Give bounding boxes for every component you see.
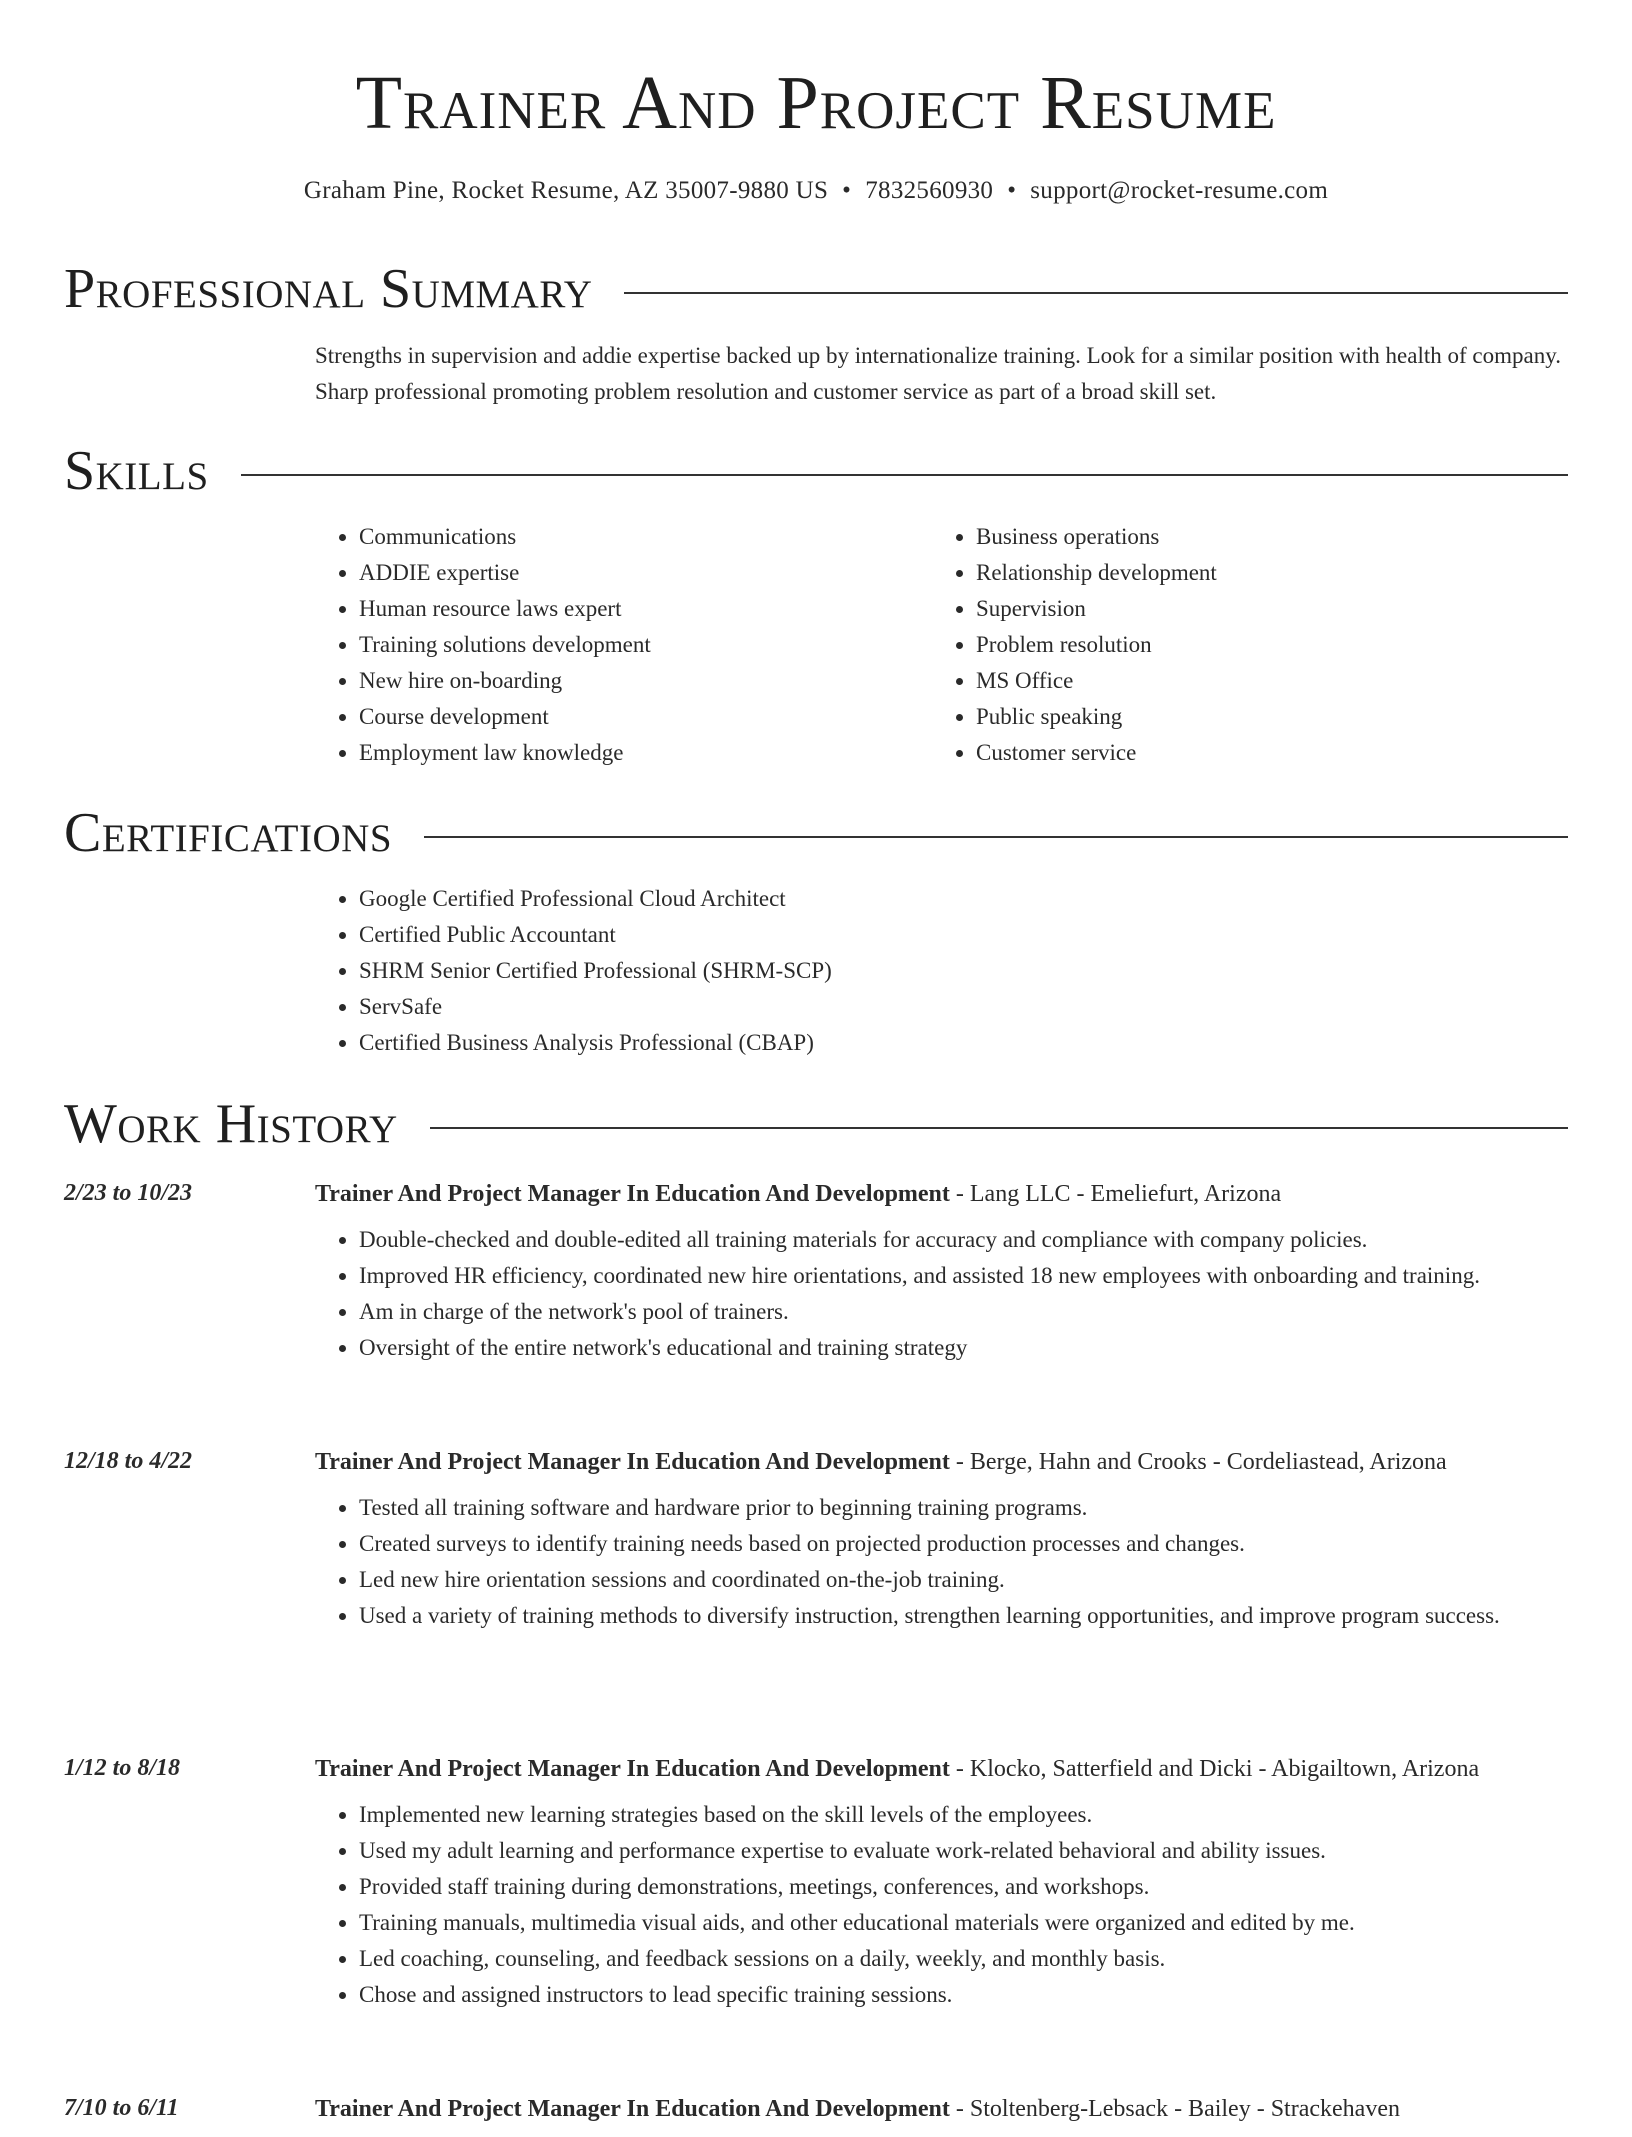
job-content: [315, 2090, 1568, 2137]
job-dates: 1/12 to 8/18: [64, 1755, 181, 1781]
certifications-list: [315, 881, 1359, 1061]
job-title: Trainer And Project Manager In Education And Development: [315, 2096, 950, 2122]
summary-text: Strengths in supervision and addie expertise backed up by internationalize training. Look for a similar position with health of company. Sharp professional promoting problem resolution and customer service as part of a broad skill set.: [315, 343, 1561, 404]
section-divider: [624, 292, 1568, 294]
job-dates: 2/23 to 10/23: [64, 1180, 193, 1206]
certifications-section-header: [64, 801, 1568, 865]
skill-item: • New hire on-boarding: [359, 663, 919, 699]
job-bullet: • Implemented new learning strategies based on the skill levels of the employees.: [359, 1797, 1568, 1833]
work-history-section-title: Work History: [64, 1093, 398, 1155]
job-bullet: • Used my adult learning and performance expertise to evaluate work-related behavioral and ability issues.: [359, 1833, 1568, 1869]
job-employer: - Lang LLC - Emeliefurt, Arizona: [949, 1181, 1282, 1207]
contact-line: [0, 174, 1632, 208]
section-divider: [241, 474, 1568, 476]
job-title: Trainer And Project Manager In Education And Development: [315, 1756, 950, 1782]
job-employer: - Klocko, Satterfield and Dicki - Abigailtown, Arizona: [949, 1756, 1480, 1782]
skill-item: • Business operations: [976, 519, 1536, 555]
skill-item: • Problem resolution: [976, 627, 1536, 663]
job-bullet: • Provided staff training during demonstrations, meetings, conferences, and workshops.: [359, 1869, 1568, 1905]
contact-address: Graham Pine, Rocket Resume, AZ 35007-9880 US: [303, 177, 829, 204]
skill-item: • Supervision: [976, 591, 1536, 627]
job-dates: 12/18 to 4/22: [64, 1448, 193, 1474]
job-bullet: • Double-checked and double-edited all training materials for accuracy and compliance with company policies.: [359, 1222, 1568, 1258]
skill-item: • MS Office: [976, 663, 1536, 699]
job-employer: - Berge, Hahn and Crooks - Cordeliastead, Arizona: [949, 1449, 1447, 1475]
contact-phone: 7832560930: [865, 177, 994, 204]
job-bullet: • Oversight of the entire network's educational and training strategy: [359, 1330, 1568, 1366]
job-bullet: • Improved HR efficiency, coordinated new hire orientations, and assisted 18 new employees with onboarding and training.: [359, 1258, 1568, 1294]
job-bullets: [315, 1222, 1568, 1366]
skill-item: • Communications: [359, 519, 919, 555]
skill-item: • Course development: [359, 699, 919, 735]
skills-list-right: [932, 519, 1536, 771]
job-content: [315, 1175, 1568, 1366]
job-bullets: [315, 1490, 1568, 1634]
job-title: Trainer And Project Manager In Education And Development: [315, 1449, 950, 1475]
section-divider: [430, 1127, 1568, 1129]
job-bullet: • Created surveys to identify training needs based on projected production processes and changes.: [359, 1526, 1568, 1562]
resume-title: Trainer And Project Resume: [355, 61, 1277, 145]
contact-email: support@rocket-resume.com: [1030, 177, 1329, 204]
job-bullet: • Led coaching, counseling, and feedback sessions on a daily, weekly, and monthly basis.: [359, 1941, 1568, 1977]
job-bullet: • Chose and assigned instructors to lead specific training sessions.: [359, 1977, 1568, 2013]
certification-item: • ServSafe: [359, 989, 1359, 1025]
job-content: [315, 1750, 1568, 2013]
skill-item: • Public speaking: [976, 699, 1536, 735]
job-dates: 7/10 to 6/11: [64, 2095, 179, 2121]
skill-item: • Human resource laws expert: [359, 591, 919, 627]
skill-item: • Relationship development: [976, 555, 1536, 591]
contact-separator: •: [1007, 177, 1017, 204]
job-bullet: • Tested all training software and hardware prior to beginning training programs.: [359, 1490, 1568, 1526]
job-content: [315, 1443, 1568, 1634]
job-bullet: • Used a variety of training methods to diversify instruction, strengthen learning opportunities, and improve program success.: [359, 1598, 1568, 1634]
job-bullet: • Training manuals, multimedia visual aids, and other educational materials were organized and edited by me.: [359, 1905, 1568, 1941]
certification-item: • Google Certified Professional Cloud Architect: [359, 881, 1359, 917]
job-heading: [315, 1175, 1568, 1214]
certifications-section-title: Certifications: [64, 802, 393, 864]
skill-item: • Employment law knowledge: [359, 735, 919, 771]
skills-section-title: Skills: [64, 440, 209, 502]
summary-section-title: Professional Summary: [64, 258, 593, 320]
skills-list-left: [315, 519, 919, 771]
job-heading: [315, 1443, 1568, 1482]
certification-item: • Certified Public Accountant: [359, 917, 1359, 953]
skill-item: • ADDIE expertise: [359, 555, 919, 591]
summary-section-header: [64, 257, 1568, 321]
work-history-section-header: [64, 1092, 1568, 1156]
job-bullets: [315, 1797, 1568, 2013]
job-heading: [315, 1750, 1568, 1789]
skill-item: • Training solutions development: [359, 627, 919, 663]
job-title: Trainer And Project Manager In Education And Development: [315, 1181, 950, 1207]
job-employer: - Stoltenberg-Lebsack - Bailey - Strackehaven: [949, 2096, 1400, 2122]
job-heading: [315, 2090, 1568, 2129]
contact-separator: •: [842, 177, 852, 204]
job-bullet: • Led new hire orientation sessions and coordinated on-the-job training.: [359, 1562, 1568, 1598]
skill-item: • Customer service: [976, 735, 1536, 771]
section-divider: [424, 836, 1568, 838]
certification-item: • SHRM Senior Certified Professional (SHRM-SCP): [359, 953, 1359, 989]
certification-item: • Certified Business Analysis Professional (CBAP): [359, 1025, 1359, 1061]
job-bullet: • Am in charge of the network's pool of trainers.: [359, 1294, 1568, 1330]
skills-section-header: [64, 439, 1568, 503]
